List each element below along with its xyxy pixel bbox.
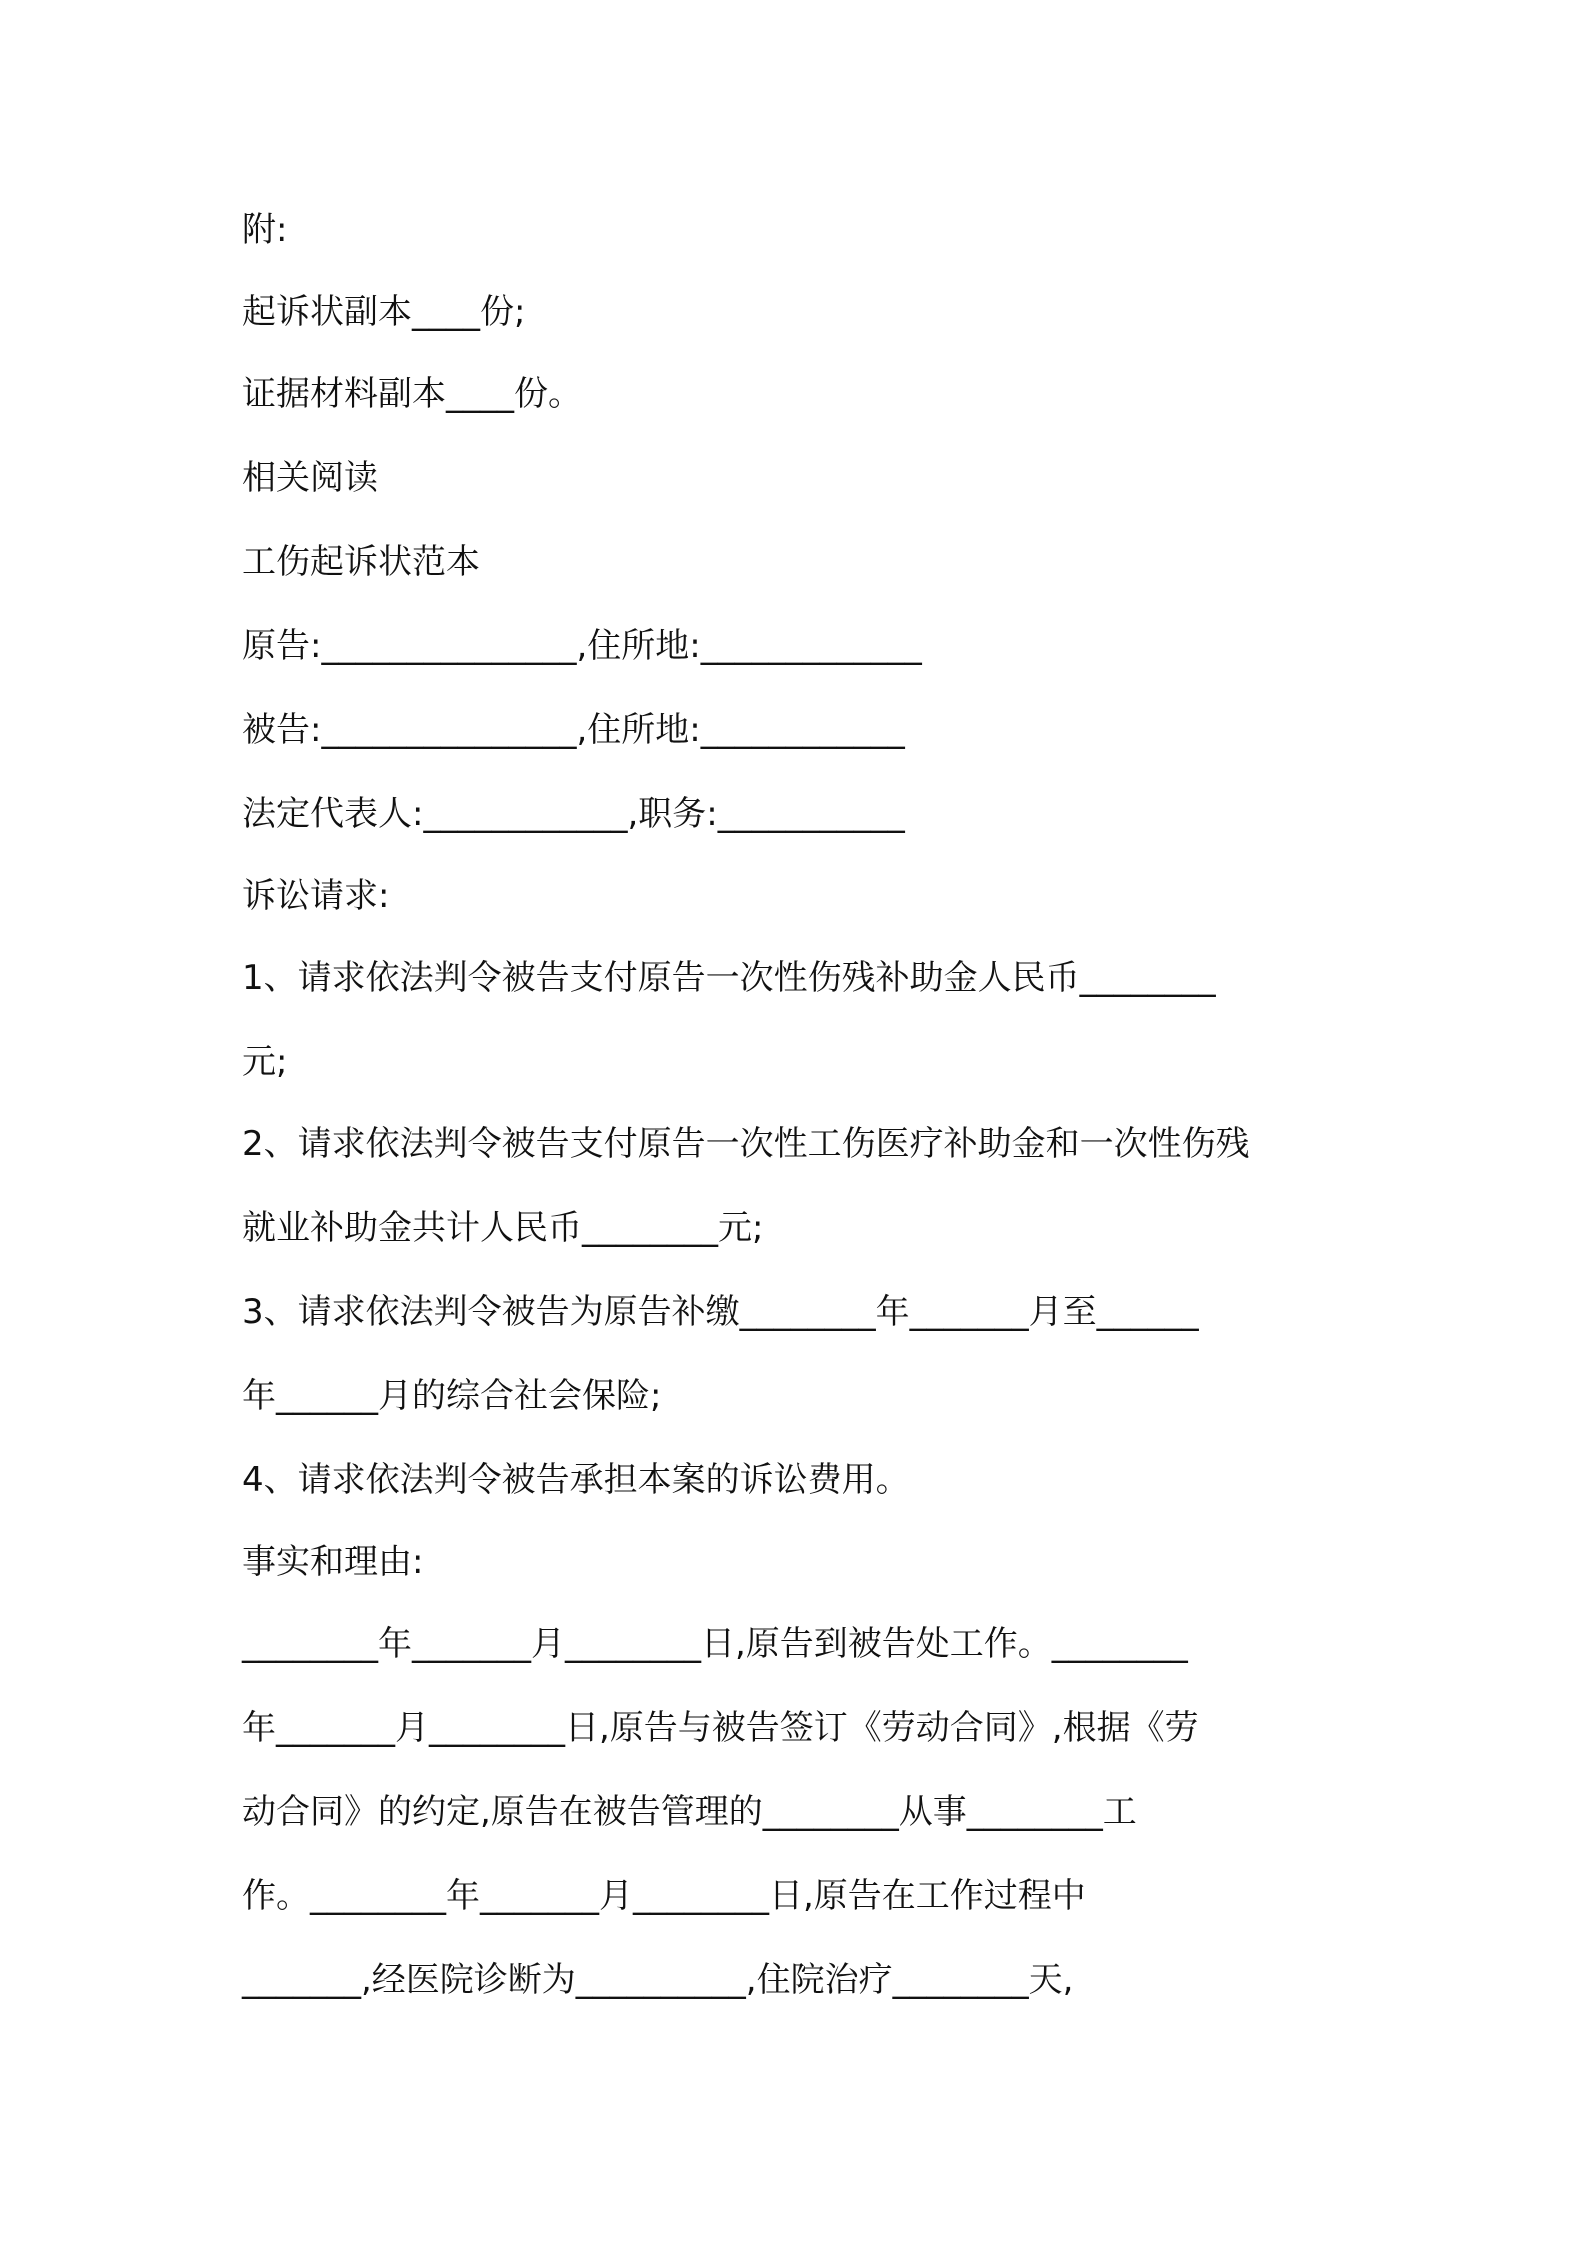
claim-4-line: 4、请求依法判令被告承担本案的诉讼费用。: [242, 1460, 910, 1500]
attachment-heading: 附:: [242, 210, 288, 250]
claims-heading: 诉讼请求:: [242, 876, 390, 916]
plaintiff-line: 原告:_______________,住所地:_____________: [242, 626, 922, 666]
claim-1-line-1: 1、请求依法判令被告支付原告一次性伤残补助金人民币________: [242, 958, 1216, 998]
facts-line-4: 作。________年_______月________日,原告在工作过程中: [242, 1876, 1086, 1916]
defendant-line: 被告:_______________,住所地:____________: [242, 710, 905, 750]
claim-2-line-1: 2、请求依法判令被告支付原告一次性工伤医疗补助金和一次性伤残: [242, 1124, 1250, 1164]
claim-3-line-1: 3、请求依法判令被告为原告补缴________年_______月至______: [242, 1292, 1199, 1332]
related-reading-heading: 相关阅读: [242, 458, 378, 498]
claim-3-line-2: 年______月的综合社会保险;: [242, 1376, 662, 1416]
facts-line-3: 动合同》的约定,原告在被告管理的________从事________工: [242, 1792, 1137, 1832]
claim-2-line-2: 就业补助金共计人民币________元;: [242, 1208, 764, 1248]
claim-1-line-2: 元;: [242, 1042, 288, 1082]
facts-line-5: _______,经医院诊断为__________,住院治疗________天,: [242, 1960, 1074, 2000]
facts-line-1: ________年_______月________日,原告到被告处工作。________: [242, 1624, 1188, 1664]
legal-representative-line: 法定代表人:____________,职务:___________: [242, 794, 905, 834]
attachment-item-evidence-copies: 证据材料副本____份。: [242, 374, 582, 414]
facts-line-2: 年_______月________日,原告与被告签订《劳动合同》,根据《劳: [242, 1708, 1199, 1748]
attachment-item-complaint-copies: 起诉状副本____份;: [242, 292, 526, 332]
template-title: 工伤起诉状范本: [242, 542, 480, 582]
facts-heading: 事实和理由:: [242, 1542, 424, 1582]
